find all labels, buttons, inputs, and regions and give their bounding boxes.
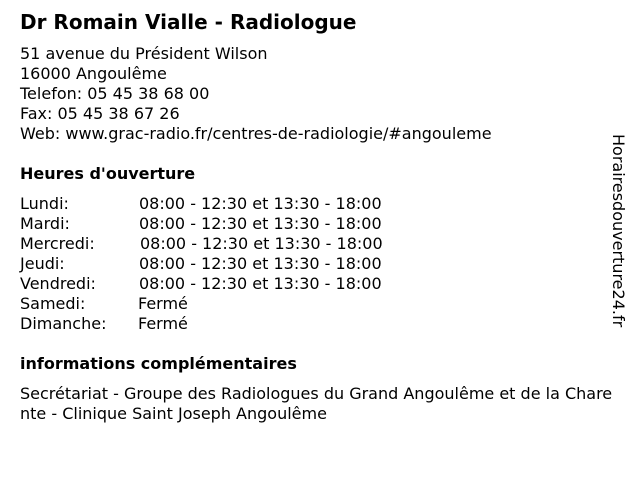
fax-number: Fax: 05 45 38 67 26 [20, 104, 180, 123]
page-title: Dr Romain Vialle - Radiologue [20, 10, 357, 34]
hours-value: Fermé [138, 294, 188, 313]
hours-value: 08:00 - 12:30 et 13:30 - 18:00 [139, 274, 382, 293]
website-link[interactable]: Web: www.grac-radio.fr/centres-de-radiologie/#angouleme [20, 124, 492, 143]
day-label: Lundi: [20, 194, 69, 213]
additional-info-text: Secrétariat - Groupe des Radiologues du Grand Angoulême et de la Charente - Clinique Saint Joseph Angoulême [20, 384, 613, 423]
hours-value: 08:00 - 12:30 et 13:30 - 18:00 [140, 234, 383, 253]
address-city: 16000 Angoulême [20, 64, 167, 83]
hours-value: 08:00 - 12:30 et 13:30 - 18:00 [139, 254, 382, 273]
contact-block [20, 44, 492, 144]
hours-value: 08:00 - 12:30 et 13:30 - 18:00 [139, 214, 382, 233]
day-label: Dimanche: [20, 314, 107, 333]
day-label: Vendredi: [20, 274, 96, 293]
day-label: Samedi: [20, 294, 86, 313]
day-label: Mardi: [20, 214, 70, 233]
day-label: Jeudi: [20, 254, 65, 273]
opening-hours-heading: Heures d'ouverture [20, 164, 196, 183]
site-watermark: Horairesdouverture24.fr [609, 134, 628, 328]
hours-value: 08:00 - 12:30 et 13:30 - 18:00 [139, 194, 382, 213]
day-label: Mercredi: [20, 234, 95, 253]
additional-info-heading: informations complémentaires [20, 354, 297, 373]
hours-value: Fermé [138, 314, 188, 333]
address-street: 51 avenue du Président Wilson [20, 44, 268, 63]
phone-number: Telefon: 05 45 38 68 00 [20, 84, 210, 103]
